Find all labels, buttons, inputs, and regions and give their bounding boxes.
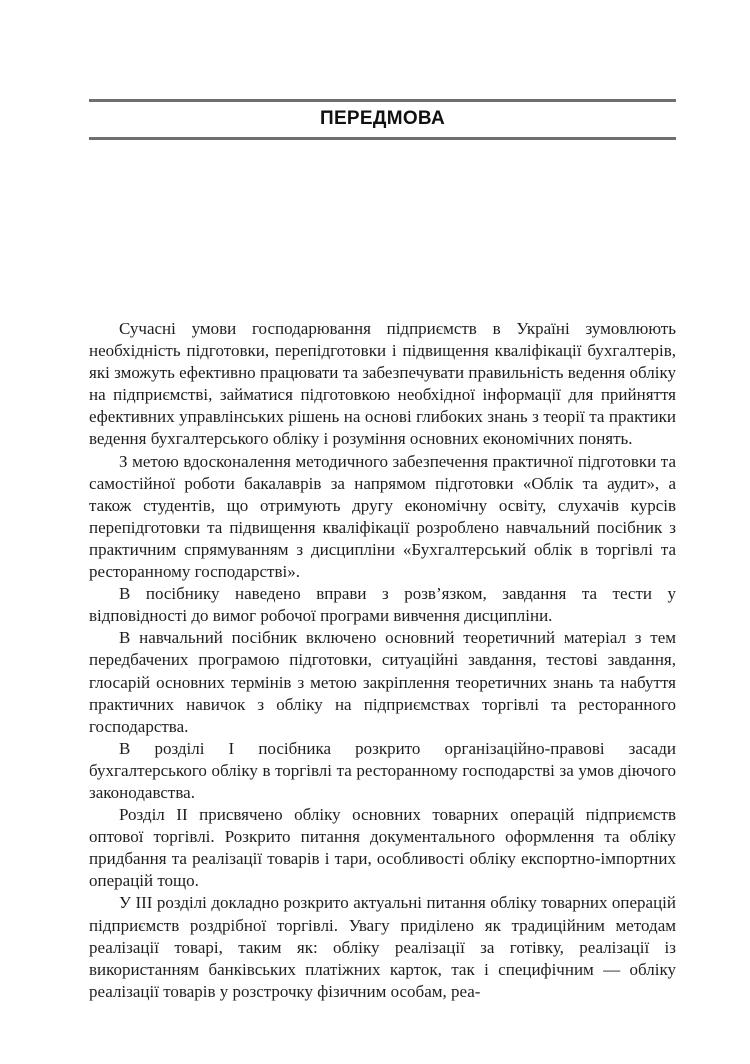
paragraph: Розділ ІІ присвячено обліку основних товарних операцій підприємств оптової торгівлі. Розкрито питання документального оформлення та обліку придбання та реалізації товарів і тари, особливості обліку експортно-імпортних операцій тощо. <box>89 805 676 891</box>
paragraph: В посібнику наведено вправи з розв’язком, завдання та тести у відповідності до вимог робочої програми вивчення дисципліни. <box>89 584 676 626</box>
paragraph: У ІІІ розділі докладно розкрито актуальні питання обліку товарних операцій підприємств роздрібної торгівлі. Увагу приділено як традиційним методам реалізації товарі, таким як: обліку реалізації за готівку, реалізації із використанням банківських платіжних карток, так і специфічним — обліку реалізації товарів у розстрочку фізичним особам, реа- <box>89 893 676 1001</box>
heading-bottom-rule <box>89 137 676 140</box>
heading-top-rule <box>89 99 676 102</box>
paragraph: З метою вдосконалення методичного забезпечення практичної підготовки та самостійної роботи бакалаврів за напрямом підготовки «Облік та аудит», а також студентів, що отримують другу економічну освіту, слухачів курсів перепідготовки та підвищення кваліфікації розроблено навчальний посібник з практичним спрямуванням з дисципліни «Бухгалтерський облік в торгівлі та ресторанному господарстві». <box>89 451 676 582</box>
page-heading: ПЕРЕДМОВА <box>319 108 445 129</box>
body-text <box>89 318 676 1003</box>
paragraph: В навчальний посібник включено основний теоретичний матеріал з тем передбачених програмою підготовки, ситуаційні завдання, тестові завдання, глосарій основних термінів з метою закріплення теоретичних знань та набуття практичних навичок з обліку на підприємствах торгівлі та ресторанного господарства. <box>89 628 676 736</box>
paragraph: В розділі І посібника розкрито організаційно-правові засади бухгалтерського обліку в торгівлі та ресторанному господарстві за умов діючого законодавства. <box>89 738 676 802</box>
paragraph: Сучасні умови господарювання підприємств в Україні зумовлюють необхідність підготовки, перепідготовки і підвищення кваліфікації бухгалтерів, які зможуть ефективно працювати та забезпечувати правильність ведення обліку на підприємстві, займатися підготовкою необхідної інформації для прийняття ефективних управлінських рішень на основі глибоких знань з теорії та практики ведення бухгалтерського обліку і розуміння основних економічних понять. <box>89 319 676 449</box>
